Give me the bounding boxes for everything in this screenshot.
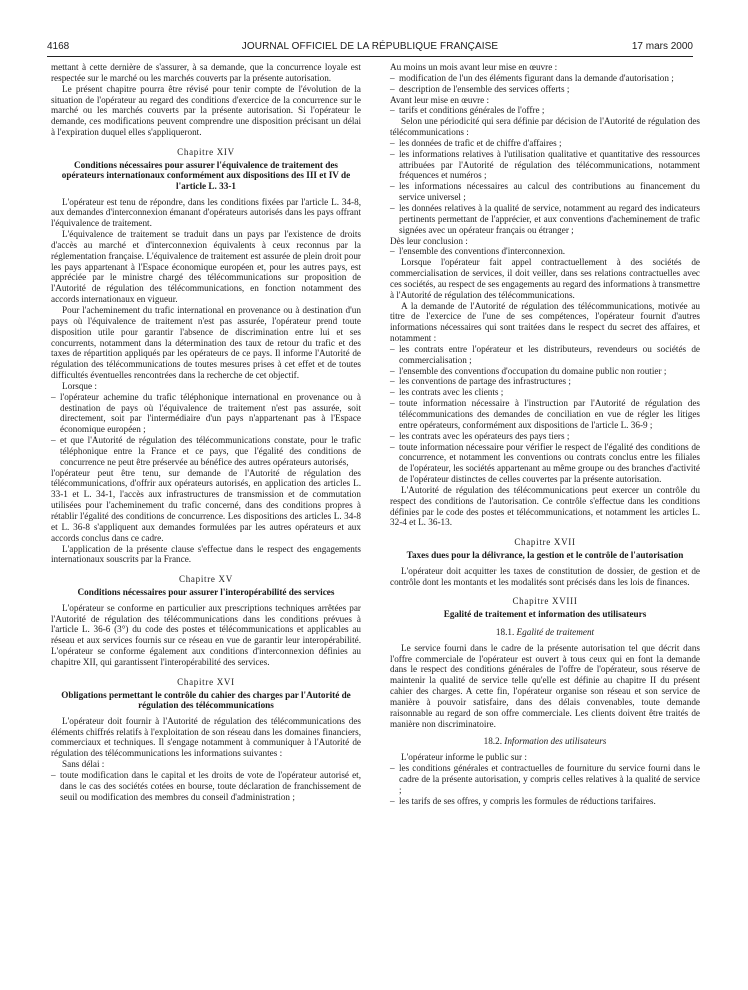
issue-date: 17 mars 2000	[631, 41, 693, 52]
list-item: – description de l'ensemble des services offerts ;	[390, 84, 700, 95]
paragraph: mettant à cette dernière de s'assurer, à sa demande, que la concurrence loyale est respectée sur le marché ou les marchés couverts par la présente autorisation.	[51, 62, 361, 83]
paragraph: L'opérateur se conforme en particulier aux prescriptions techniques arrêtées par l'Autorité de régulation des télécommunications dans les conditions prévues à l'article L. 36-6 (3°) du code des postes et télécommunications et applicables au réseau et aux services fournis sur ce réseau en vue de garantir leur interopérabilité. L'opérateur se conforme également aux conditions d'interconnexion définies au chapitre XII, qui garantissent l'interopérabilité des services.	[51, 602, 361, 667]
paragraph: L'opérateur doit fournir à l'Autorité de régulation des télécommunications des éléments chiffrés relatifs à l'exploitation de son réseau dans les domaines financiers, commerciaux et techniques. Il s'engage notamment à communiquer à l'Autorité de régulation des télécommunications les informations suivantes :	[51, 715, 361, 759]
page-header	[47, 40, 693, 54]
list-item: – toute information nécessaire à l'instruction par l'Autorité de régulation des télécommunications des demandes de conciliation en vue de régler les litiges entre opérateurs, conformément aux dispositions de l'article L. 36-9 ;	[390, 398, 700, 431]
list-item: – toute information nécessaire pour vérifier le respect de l'égalité des conditions de concurrence, et notamment les conventions ou contrats conclus entre les filiales de l'opérateur, les sociétés appartenant au même groupe ou des branches d'activité de l'opérateur distinctes de celles couvertes par la présente autorisation.	[390, 442, 700, 485]
section-title: Information des utilisateurs	[504, 736, 607, 747]
paragraph: Lorsque l'opérateur fait appel contractuellement à des sociétés de commercialisation de services, il doit veiller, dans ses relations contractuelles avec ces sociétés, au respect de ses engagements au regard des informations à transmettre à l'Autorité de régulation des télécommunications.	[390, 257, 700, 300]
paragraph: Avant leur mise en œuvre :	[390, 94, 490, 105]
paragraph: Sans délai :	[62, 759, 105, 770]
chapter-title-xviii: Egalité de traitement et information des utilisateurs	[443, 609, 647, 620]
list-item: – les données de trafic et de chiffre d'affaires ;	[390, 138, 700, 149]
chapter-heading-xvi: Chapitre XVI	[177, 676, 235, 687]
paragraph: L'Autorité de régulation des télécommunications peut exercer un contrôle du respect des conditions de l'autorisation. Ce contrôle s'effectue dans les conditions définies par le code des postes et télécommunications, et notamment les articles L. 32-4 et L. 36-13.	[390, 484, 700, 528]
header-rule	[47, 56, 693, 57]
paragraph: Selon une périodicité qui sera définie par décision de l'Autorité de régulation des télécommunications :	[390, 116, 700, 138]
chapter-heading-xviii: Chapitre XVIII	[512, 596, 578, 607]
list-item: – tarifs et conditions générales de l'offre ;	[390, 105, 700, 116]
paragraph: L'application de la présente clause s'effectue dans le respect des engagements internationaux souscrits par la France.	[51, 543, 361, 565]
journal-title: JOURNAL OFFICIEL DE LA RÉPUBLIQUE FRANÇAISE	[241, 41, 499, 52]
chapter-heading-xiv: Chapitre XIV	[177, 146, 235, 157]
paragraph: A la demande de l'Autorité de régulation des télécommunications, motivée au titre de l'exercice de l'une de ses compétences, l'opérateur fournit d'autres informations nécessaires qui sont traitées dans le respect du secret des affaires, et notamment :	[390, 300, 700, 344]
paragraph: L'opérateur doit acquitter les taxes de constitution de dossier, de gestion et de contrôle dont les montants et les modalités sont précisés dans les lois de finances.	[390, 565, 700, 587]
section-heading-18-2	[390, 736, 700, 747]
paragraph: L'opérateur est tenu de répondre, dans les conditions fixées par l'article L. 34-8, aux demandes d'interconnexion émanant d'opérateurs autorisés dans les pays offrant l'équivalence de traitement.	[51, 196, 361, 229]
list-item: – les contrats avec les clients ;	[390, 387, 700, 398]
list-item: – les contrats avec les opérateurs des pays tiers ;	[390, 431, 700, 442]
chapter-heading-xvii: Chapitre XVII	[514, 537, 576, 548]
right-column	[390, 62, 700, 807]
paragraph: L'équivalence de traitement se traduit dans un pays par l'existence de droits d'accès au marché et d'interconnexion équivalents à ceux reconnus par la réglementation française. L'équivalence de traitement est assurée de plein droit pour les pays appartenant à l'Espace économique européen et, pour les autres pays, est appréciée par le ministre chargé des télécommunications sur proposition de l'Autorité de régulation des télécommunications, en fonction notamment des accords internationaux en vigueur.	[51, 229, 361, 305]
list-item: – l'opérateur achemine du trafic téléphonique international en provenance ou à destination de pays où l'équivalence de traitement n'est pas assurée, soit directement, soit par l'intermédiaire d'un pays n'appartenant pas à l'Espace économique européen ;	[51, 392, 361, 435]
list-item: – les conventions de partage des infrastructures ;	[390, 376, 700, 387]
list-item: – l'ensemble des conventions d'interconnexion.	[390, 246, 700, 257]
list-item: – les contrats entre l'opérateur et les distributeurs, revendeurs ou sociétés de commercialisation ;	[390, 344, 700, 366]
list-item: – les tarifs de ses offres, y compris les formules de réductions tarifaires.	[390, 796, 700, 807]
chapter-heading-xv: Chapitre XV	[179, 574, 233, 585]
list-item: – les conditions générales et contractuelles de fourniture du service fourni dans le cadre de la présente autorisation, y compris celles relatives à la qualité de service ;	[390, 763, 700, 796]
chapter-title-xiv: Conditions nécessaires pour assurer l'équivalence de traitement des opérateurs internationaux conformément aux dispositions des III et IV de l'article L. 33-1	[61, 159, 351, 191]
paragraph: l'opérateur peut être tenu, sur demande de l'Autorité de régulation des télécommunications, d'offrir aux opérateurs autorisés, en application des articles L. 33-1 et L. 34-1, l'accès aux infrastructures de transmission et de commutation utilisées pour l'acheminement du trafic concerné, dans des conditions propres à rétablir l'égalité des conditions de concurrence. Les dispositions des articles L. 34-8 et L. 36-8 s'appliquent aux demandes formulées par les autres opérateurs et aux accords conclus dans ce cadre.	[51, 467, 361, 543]
chapter-title-xvi: Obligations permettant le contrôle du cahier des charges par l'Autorité de régulation des télécommunications	[61, 689, 351, 711]
list-item: – l'ensemble des conventions d'occupation du domaine public non routier ;	[390, 366, 700, 377]
paragraph: Pour l'acheminement du trafic international en provenance ou à destination d'un pays où l'équivalence de traitement n'est pas assurée, l'opérateur prend toute disposition utile pour garantir l'absence de discrimination entre lui et ses concurrents, notamment dans la détermination des taux de retour du trafic et des taxes de répartition appliqués par les opérateurs de ce pays. Il informe l'Autorité de régulation des télécommunications de toutes mesures prises à cet effet et de toutes difficultés éventuelles rencontrées dans la recherche de cet objectif.	[51, 304, 361, 381]
left-column	[51, 62, 361, 803]
list-item: – les données relatives à la qualité de service, notamment au regard des indicateurs pertinents permettant de l'apprécier, et aux conventions d'acheminement de trafic signées avec un opérateur français ou étranger ;	[390, 203, 700, 236]
paragraph: Le présent chapitre pourra être révisé pour tenir compte de l'évolution de la situation de l'opérateur au regard des conditions d'exercice de la concurrence sur le marché ou les marchés couverts par la présente autorisation. Si l'opérateur le demande, ces modifications peuvent comprendre une disposition précisant un délai à l'expiration duquel elles s'appliqueront.	[51, 83, 361, 138]
page-number: 4168	[47, 41, 70, 52]
list-item: – toute modification dans le capital et les droits de vote de l'opérateur autorisé et, dans le cas des sociétés cotées en bourse, toute déclaration de franchissement de seuil ou modification des membres du conseil d'administration ;	[51, 770, 361, 803]
section-heading-18-1	[390, 627, 700, 638]
list-item: – modification de l'un des éléments figurant dans la demande d'autorisation ;	[390, 73, 700, 84]
list-item: – les informations nécessaires au calcul des contributions au financement du service universel ;	[390, 181, 700, 203]
section-number: 18.1.	[495, 626, 515, 637]
chapter-title-xvii: Taxes dues pour la délivrance, la gestion et le contrôle de l'autorisation	[406, 550, 684, 561]
section-title: Egalité de traitement	[516, 626, 595, 637]
chapter-title-xv: Conditions nécessaires pour assurer l'interopérabilité des services	[77, 587, 335, 598]
paragraph: Au moins un mois avant leur mise en œuvre :	[390, 62, 558, 72]
paragraph: L'opérateur informe le public sur :	[401, 752, 527, 763]
list-item: – les informations relatives à l'utilisation qualitative et quantitative des ressources attribuées par l'Autorité de régulation des télécommunications, notamment fréquences et numéros ;	[390, 149, 700, 182]
paragraph: Lorsque :	[62, 380, 97, 391]
paragraph: Le service fourni dans le cadre de la présente autorisation tel que décrit dans l'offre commerciale de l'opérateur est ouvert à tous ceux qui en font la demande dans le respect des conditions générales de l'offre de l'opérateur, sous réserve de maintenir la qualité de service telle qu'elle est définie au chapitre II du présent cahier des charges. A cette fin, l'opérateur organise son réseau et son service de manière à pouvoir satisfaire, dans des délais convenables, toute demande raisonnable au regard de son offre commerciale. Les clients doivent être traités de manière non discriminatoire.	[390, 642, 700, 729]
paragraph: Dès leur conclusion :	[390, 235, 468, 246]
list-item: – et que l'Autorité de régulation des télécommunications constate, pour le trafic téléphonique entre la France et ce pays, que l'égalité des conditions de concurrence ne peut être préservée au bénéfice des autres opérateurs autorisés,	[51, 435, 361, 468]
section-number: 18.2.	[483, 736, 502, 747]
